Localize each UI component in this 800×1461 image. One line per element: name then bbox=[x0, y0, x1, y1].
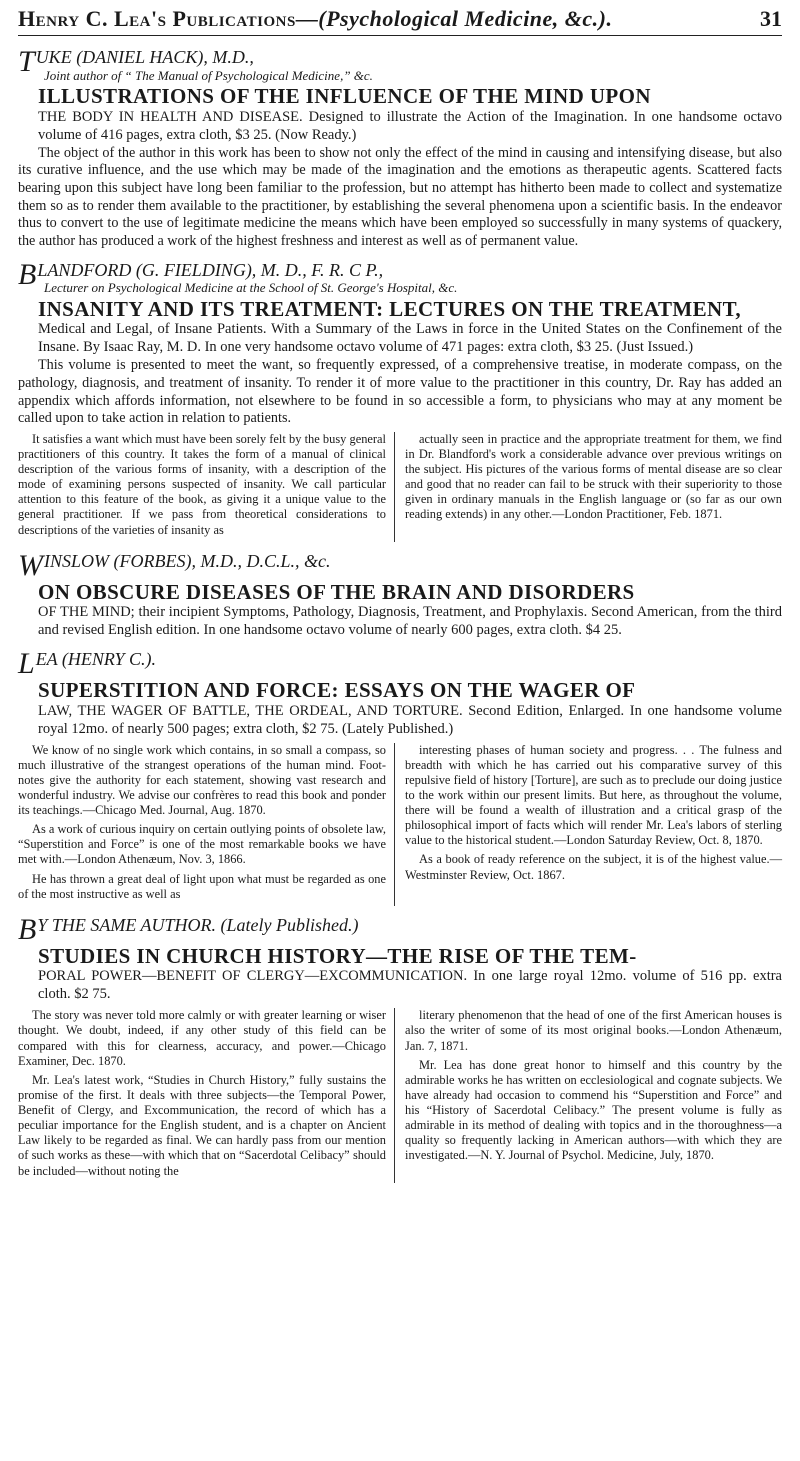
author-name: EA (HENRY C.). bbox=[35, 649, 157, 670]
review-paragraph: It satisfies a want which must have been sorely felt by the busy general practitioners of this country. It takes the form of a manual of clinical description of the various forms of insanity, with a description of the mode of examining persons suspected of insanity. We call particular attention to this feature of the book, as giving it a unique value to the general practitioner. If we pass from theoretical considerations to descriptions of the varieties of insanity as bbox=[18, 431, 386, 537]
book-title: INSANITY AND ITS TREATMENT: LECTURES ON THE TREATMENT, bbox=[38, 296, 742, 321]
entry-winslow bbox=[18, 548, 782, 640]
review-columns bbox=[18, 432, 782, 542]
book-title: SUPERSTITION AND FORCE: ESSAYS ON THE WAGER OF bbox=[38, 678, 636, 703]
author-credentials: Joint author of “ The Manual of Psychological Medicine,” &c. bbox=[44, 67, 373, 83]
review-paragraph: The story was never told more calmly or with greater learning or wiser thought. We doubt, indeed, if any other study of this field can be compared with this for clearness, accuracy, and power.—Chicago Examiner, Dec. 1870. bbox=[18, 1008, 386, 1068]
drop-cap: B bbox=[18, 912, 37, 946]
running-title: Henry C. Lea's Publications—(Psychological Medicine, &c.). bbox=[18, 6, 613, 31]
book-title: ON OBSCURE DISEASES OF THE BRAIN AND DISORDERS bbox=[38, 579, 635, 604]
entry-lea-church-history bbox=[18, 912, 782, 1183]
review-paragraph: Mr. Lea's latest work, “Studies in Church History,” fully sustains the promise of the first. It deals with three subjects—the Temporal Power, Benefit of Clergy, and Excommunication, the record of which has a peculiar importance for the English student, and is a chapter on Ancient Law likely to be regarded as final. We can hardly pass from our mention of such works as these—with which that on “Sacerdotal Celibacy” should be included—without noting the bbox=[18, 1072, 386, 1178]
author-credentials: Lecturer on Psychological Medicine at the School of St. George's Hospital, &c. bbox=[44, 280, 458, 296]
book-title-continued: Medical and Legal, of Insane Patients. With a Summary of the Laws in force in the United States on the Confinement of the Insane. By Isaac Ray, M. D. In one very handsome octavo volume of 471 pages: extra cloth, $3 25. (Just Issued.) bbox=[38, 321, 782, 356]
review-paragraph: He has thrown a great deal of light upon what must be regarded as one of the most instructive as well as bbox=[18, 871, 386, 901]
review-paragraph: As a book of ready reference on the subject, it is of the highest value.—Westminster Review, Oct. 1867. bbox=[405, 852, 782, 882]
book-title-continued: OF THE MIND; their incipient Symptoms, Pathology, Diagnosis, Treatment, and Prophylaxis. Second American, from the third and revised English edition. In one handsome octavo volume of nearly 600 pages, extra cloth. $4 25. bbox=[38, 604, 782, 639]
page-number: 31 bbox=[760, 6, 782, 31]
review-column-right bbox=[405, 432, 782, 542]
review-paragraph: interesting phases of human society and progress. . . The fulness and breadth with which he has carried out his comparative survey of this repulsive field of history [Torture], are such as to preclude our doing justice to the work within our present limits. But here, as throughout the volume, there will be found a wealth of illustration and a critical grasp of the philosophical import of facts which will render Mr. Lea's labors of sterling value to the historical student.—London Saturday Review, Oct. 8, 1870. bbox=[405, 742, 782, 848]
entry-blandford bbox=[18, 257, 782, 542]
drop-cap: B bbox=[18, 257, 37, 291]
author-name: LANDFORD (G. FIELDING), M. D., F. R. C P., bbox=[37, 259, 384, 280]
book-description: The object of the author in this work has been to show not only the effect of the mind in causing and intensifying disease, but also its curative influence, and the use which may be made of the imagination and the emotions as therapeutic agents. Scattered facts bearing upon this subject have long been familiar to the profession, but no attempt has hitherto been made to collect and systematize them so as to render them available to the practitioner, by establishing the several phenomena upon a scientific basis. In the endeavor thus to convert to the use of legitimate medicine the means which have been employed so successfully in many systems of quackery, the author has produced a work of the highest freshness and interest as well as of permanent value. bbox=[18, 144, 782, 249]
author-heading bbox=[18, 548, 782, 582]
review-column-left bbox=[18, 1008, 395, 1182]
review-paragraph: As a work of curious inquiry on certain outlying points of obsolete law, “Superstition and Force” is one of the most remarkable books we have met with.—London Athenæum, Nov. 3, 1866. bbox=[18, 822, 386, 867]
author-heading bbox=[18, 912, 782, 946]
book-description: This volume is presented to meet the want, so frequently expressed, of a comprehensive treatise, in moderate compass, on the pathology, diagnosis, and treatment of insanity. To render it of more value to the practitioner in this country, Dr. Ray has added an appendix which affords information, not elsewhere to be found in so accessible a form, to physicians who may at any moment be called upon to take action in relation to patients. bbox=[18, 357, 782, 427]
page-header bbox=[18, 0, 782, 36]
review-column-right bbox=[405, 1008, 782, 1182]
review-paragraph: literary phenomenon that the head of one of the first American houses is also the writer of some of its most original books.—London Athenæum, Jan. 7, 1871. bbox=[405, 1008, 782, 1053]
review-column-left bbox=[18, 743, 395, 906]
book-title-continued: LAW, THE WAGER OF BATTLE, THE ORDEAL, AND TORTURE. Second Edition, Enlarged. In one handsome volume royal 12mo. of nearly 500 pages; extra cloth, $2 75. (Lately Published.) bbox=[38, 702, 782, 737]
review-columns bbox=[18, 743, 782, 906]
review-paragraph: actually seen in practice and the appropriate treatment for them, we find in Dr. Blandford's work a considerable advance over previous writings on the subject. His pictures of the various forms of mental disease are so clear and good that no reader can fail to be struck with their superiority to those given in ordinary manuals in the English language or (so far as our own reading extends) in any other.—London Practitioner, Feb. 1871. bbox=[405, 431, 782, 522]
review-paragraph: Mr. Lea has done great honor to himself and this country by the admirable works he has written on ecclesiological and cognate subjects. We have already had occasion to commend his “Superstition and Force” and his “History of Sacerdotal Celibacy.” The present volume is fully as admirable in its method of dealing with topics and in the thoroughness—a quality so frequently lacking in American authors—with which they are investigated.—N. Y. Journal of Psychol. Medicine, July, 1870. bbox=[405, 1057, 782, 1163]
book-title-continued: THE BODY IN HEALTH AND DISEASE. Designed to illustrate the Action of the Imagination. In one handsome octavo volume of 416 pages, extra cloth, $3 25. (Now Ready.) bbox=[38, 108, 782, 143]
review-paragraph: We know of no single work which contains, in so small a compass, so much illustrative of the strangest operations of the human mind. Foot-notes give the authority for each statement, showing vast research and wonderful industry. We advise our confrères to read this book and ponder its teachings.—Chicago Med. Journal, Aug. 1870. bbox=[18, 742, 386, 818]
book-title: STUDIES IN CHURCH HISTORY—THE RISE OF THE TEM- bbox=[38, 943, 637, 968]
drop-cap: W bbox=[18, 548, 43, 582]
author-name: INSLOW (FORBES), M.D., D.C.L., &c. bbox=[44, 550, 331, 571]
entry-tuke bbox=[18, 45, 782, 251]
drop-cap: L bbox=[18, 647, 35, 681]
author-name: UKE (DANIEL HACK), M.D., bbox=[35, 47, 254, 67]
book-title: ILLUSTRATIONS OF THE INFLUENCE OF THE MIND UPON bbox=[38, 84, 651, 109]
author-name: Y THE SAME AUTHOR. (Lately Published.) bbox=[37, 914, 359, 935]
running-title-subject: (Psychological Medicine, &c.). bbox=[318, 6, 613, 31]
entry-lea-superstition bbox=[18, 647, 782, 906]
review-columns bbox=[18, 1008, 782, 1182]
running-title-prefix: Henry C. Lea's Publications bbox=[18, 6, 296, 31]
book-title-continued: PORAL POWER—BENEFIT OF CLERGY—EXCOMMUNICATION. In one large royal 12mo. volume of 516 pp. extra cloth. $2 75. bbox=[38, 968, 782, 1003]
author-heading bbox=[18, 647, 782, 681]
review-column-right bbox=[405, 743, 782, 906]
drop-cap: T bbox=[18, 45, 35, 78]
review-column-left bbox=[18, 432, 395, 542]
